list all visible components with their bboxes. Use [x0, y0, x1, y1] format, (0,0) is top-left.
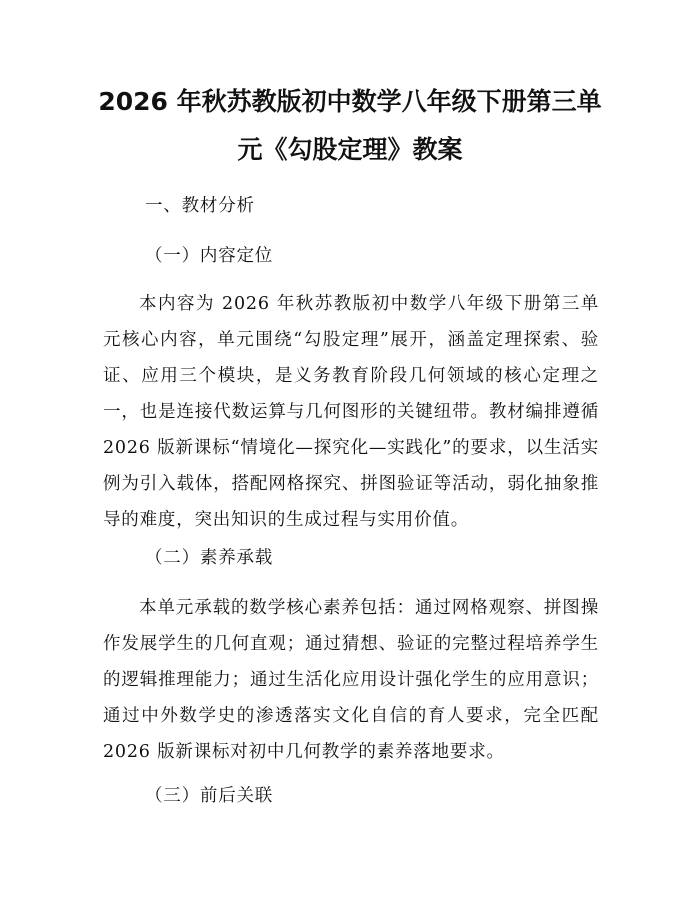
paragraph-content-positioning: 本内容为 2026 年秋苏教版初中数学八年级下册第三单元核心内容，单元围绕“勾股定理”展开，涵盖定理探索、验证、应用三个模块，是义务教育阶段几何领域的核心定理之一，也是连接代数运算与几何图形的关键纽带。教材编排遵循 2026 版新课标“情境化—探究化—实践化”的要求，以生活实例为引入载体，搭配网格探究、拼图验证等活动，弱化抽象推导的难度，突出知识的生成过程与实用价值。 [103, 294, 599, 530]
subsection-heading-connections: （三）前后关联 [145, 786, 274, 806]
subsection-heading-literacy: （二）素养承载 [145, 548, 274, 568]
section-heading-textbook-analysis: 一、教材分析 [145, 196, 255, 216]
document-title: 2026 年秋苏教版初中数学八年级下册第三单元《勾股定理》教案 [98, 87, 602, 164]
subsection-heading-content-positioning: （一）内容定位 [145, 246, 274, 266]
paragraph-literacy: 本单元承载的数学核心素养包括：通过网格观察、拼图操作发展学生的几何直观；通过猜想、验证的完整过程培养学生的逻辑推理能力；通过生活化应用设计强化学生的应用意识；通过中外数学史的渗透落实文化自信的育人要求，完全匹配 2026 版新课标对初中几何教学的素养落地要求。 [103, 598, 599, 762]
